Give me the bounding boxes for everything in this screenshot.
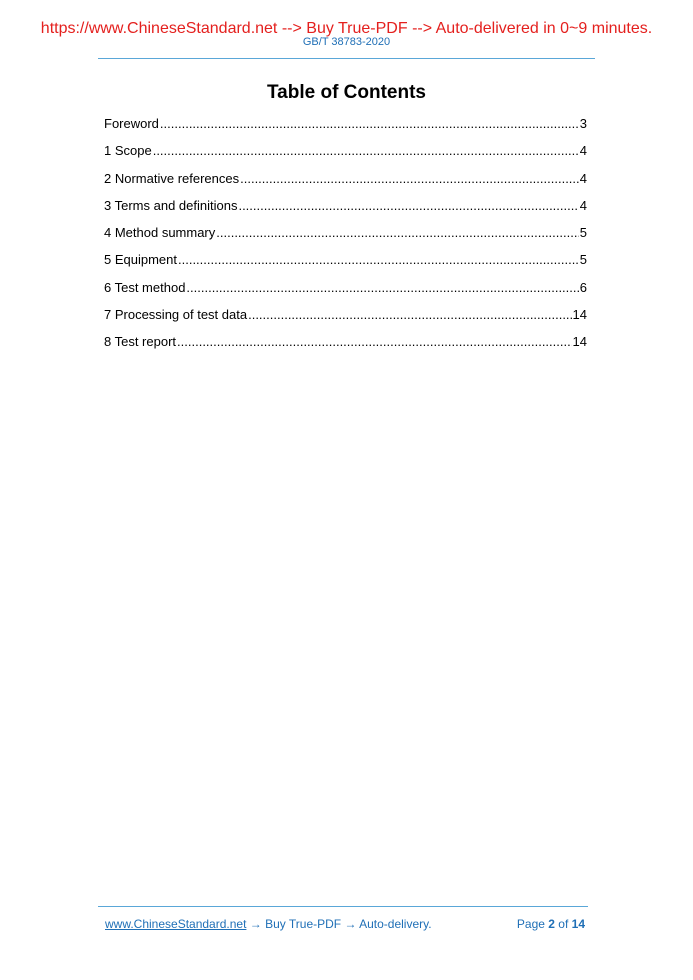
toc-entry-label: 4 Method summary <box>104 225 216 241</box>
footer-site-link[interactable]: www.ChineseStandard.net <box>105 917 247 931</box>
dot-leader <box>177 333 572 351</box>
page-number-total: 14 <box>571 917 585 931</box>
toc-entry-normative-references[interactable] <box>104 170 587 197</box>
toc-entry-label: 7 Processing of test data <box>104 307 248 323</box>
dot-leader <box>153 142 579 160</box>
toc-entry-label: 3 Terms and definitions <box>104 197 238 213</box>
dot-leader <box>238 197 578 215</box>
toc-entry-scope[interactable] <box>104 142 587 169</box>
dot-leader <box>160 115 579 133</box>
promo-banner[interactable]: https://www.ChineseStandard.net --> Buy True-PDF --> Auto-delivered in 0~9 minutes. <box>40 20 653 37</box>
page-footer <box>105 916 585 932</box>
toc-entry-label: Foreword <box>104 116 159 131</box>
toc-entry-page: 4 <box>579 143 587 159</box>
page-number-prefix: Page <box>516 917 549 931</box>
toc-entry-page: 14 <box>572 307 587 323</box>
toc-entry-page: 5 <box>579 252 587 268</box>
toc-entry-label: 8 Test report <box>104 334 177 350</box>
toc-entry-test-report[interactable] <box>104 333 587 360</box>
table-of-contents <box>104 115 587 361</box>
dot-leader <box>240 170 579 188</box>
header-divider <box>98 58 595 59</box>
toc-entry-label: 5 Equipment <box>104 252 177 268</box>
toc-entry-terms-definitions[interactable] <box>104 197 587 224</box>
toc-entry-page: 4 <box>579 197 587 213</box>
standard-code: GB/T 38783-2020 <box>302 36 391 48</box>
toc-entry-page: 5 <box>579 225 587 241</box>
toc-entry-page: 14 <box>572 334 587 350</box>
dot-leader <box>178 251 579 269</box>
page-number-current: 2 <box>548 917 555 931</box>
toc-entry-method-summary[interactable] <box>104 224 587 251</box>
toc-entry-label: 6 Test method <box>104 279 186 295</box>
toc-entry-equipment[interactable] <box>104 251 587 278</box>
toc-entry-foreword[interactable] <box>104 115 587 142</box>
toc-entry-page: 6 <box>579 279 587 295</box>
dot-leader <box>248 306 571 324</box>
toc-entry-page: 4 <box>579 170 587 186</box>
page-number <box>517 916 585 932</box>
footer-divider <box>98 906 588 907</box>
page-title: Table of Contents <box>266 82 427 103</box>
toc-entry-processing-test-data[interactable] <box>104 306 587 333</box>
dot-leader <box>216 224 579 242</box>
footer-promo <box>105 916 432 932</box>
toc-entry-label: 1 Scope <box>104 143 152 159</box>
page-number-of: of <box>554 917 572 931</box>
toc-entry-label: 2 Normative references <box>104 170 240 186</box>
toc-entry-test-method[interactable] <box>104 279 587 306</box>
footer-tagline: → Buy True-PDF → Auto-delivery. <box>246 917 432 931</box>
dot-leader <box>186 279 578 297</box>
toc-entry-page: 3 <box>579 116 587 131</box>
